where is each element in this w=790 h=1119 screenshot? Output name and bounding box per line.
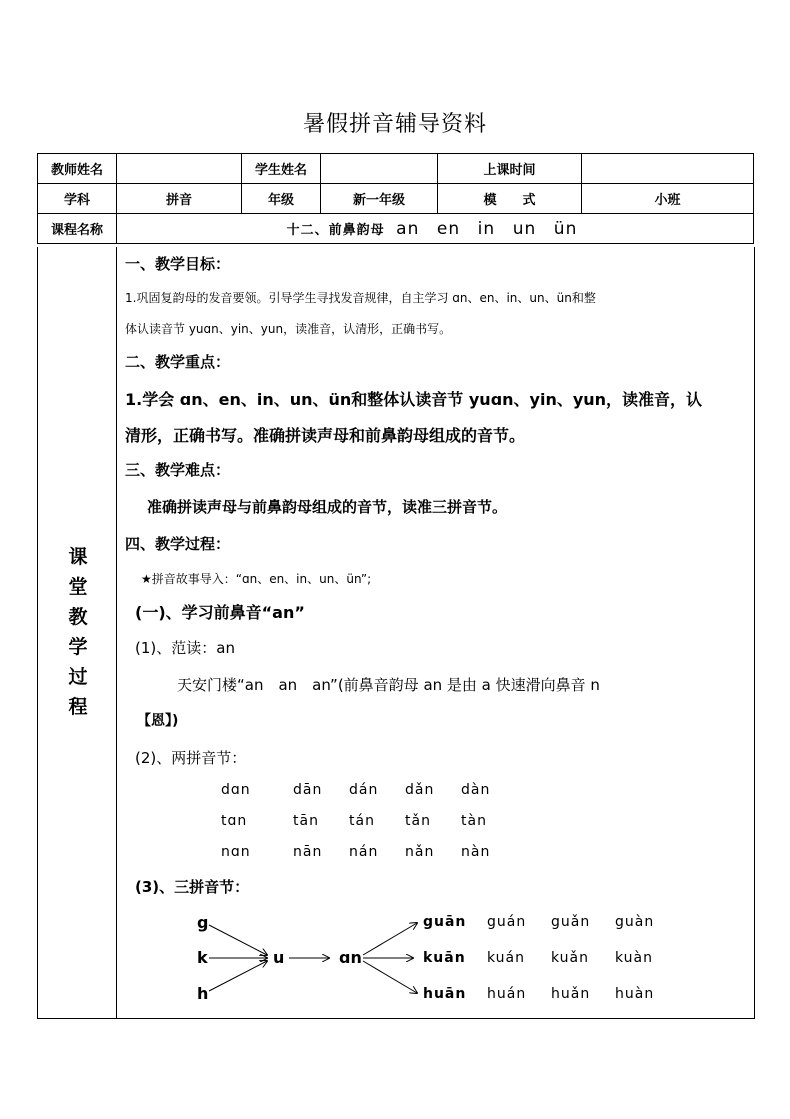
initial-letter: k <box>197 948 208 967</box>
info-table <box>37 153 754 244</box>
lesson-process-box <box>37 247 755 1019</box>
syllable: nán <box>349 844 379 860</box>
initial-letter: h <box>197 984 209 1003</box>
syllable: dǎn <box>405 782 435 798</box>
course-label: 课程名称 <box>38 214 117 244</box>
teacher-label: 教师姓名 <box>38 154 117 184</box>
content-area <box>117 247 754 1018</box>
subject-value: 拼音 <box>117 184 242 214</box>
syllable: guǎn <box>551 914 591 930</box>
story-intro: ★拼音故事导入：“ɑn、en、in、un、ün”; <box>141 572 372 586</box>
arrow-h-to-u <box>209 961 267 991</box>
side-char: 程 <box>68 696 88 718</box>
grade-value: 新一年级 <box>321 184 438 214</box>
course-final: ün <box>553 218 578 239</box>
section-heading: 一、教学目标： <box>125 255 231 273</box>
arrow-g-to-u <box>209 925 267 955</box>
course-final: un <box>512 218 537 239</box>
part-heading: (一)、学习前鼻音“an” <box>135 603 305 622</box>
side-label <box>66 542 90 722</box>
syllable: nàn <box>461 844 491 860</box>
student-value[interactable] <box>321 154 438 184</box>
syllable: dàn <box>461 782 491 798</box>
side-char: 教 <box>68 606 88 628</box>
side-char: 学 <box>68 636 88 658</box>
time-value[interactable] <box>582 154 754 184</box>
mode-label: 模 式 <box>438 184 582 214</box>
syllable: huán <box>487 986 527 1002</box>
syllable: tān <box>293 813 319 829</box>
syllable: guán <box>487 914 527 930</box>
syllable-row-base: dɑn <box>221 782 251 798</box>
section-heading: 二、教学重点： <box>125 353 231 371</box>
objective-text: 体认读音节 yuɑn、yin、yun，读准音，认清形，正确书写。 <box>125 322 452 336</box>
grade-label: 年级 <box>242 184 321 214</box>
course-prefix: 十二、前鼻韵母 <box>286 222 385 238</box>
key-point-text: 清形，正确书写。准确拼读声母和前鼻韵母组成的音节。 <box>125 426 526 445</box>
key-point-text: 1.学会 ɑn、en、in、un、ün和整体认读音节 yuɑn、yin、yun，读准音，认 <box>125 390 703 409</box>
step-heading: (2)、两拼音节： <box>135 749 247 767</box>
syllable-row-base: tɑn <box>221 813 248 829</box>
syllable: tán <box>349 813 375 829</box>
side-char: 课 <box>68 546 88 568</box>
time-label: 上课时间 <box>438 154 582 184</box>
step-text: 【恩】) <box>137 713 179 729</box>
course-final: in <box>477 218 496 239</box>
syllable: kuàn <box>615 950 654 966</box>
arrow-an-to-gu <box>363 923 417 955</box>
side-char: 堂 <box>68 576 88 598</box>
step-text: 天安门楼“an an an”(前鼻音韵母 an 是由 a 快速滑向鼻音 n <box>177 676 600 694</box>
course-final: en <box>436 218 461 239</box>
step-heading: (1)、范读：an <box>135 639 235 657</box>
step-heading: (3)、三拼音节： <box>135 878 250 896</box>
syllable: nān <box>293 844 323 860</box>
spelling-arrows <box>117 247 754 1018</box>
syllable: tǎn <box>405 813 431 829</box>
syllable: dán <box>349 782 379 798</box>
syllable: nǎn <box>405 844 435 860</box>
page-title: 暑假拼音辅导资料 <box>302 112 487 137</box>
side-column <box>38 247 117 1018</box>
syllable: guàn <box>615 914 655 930</box>
initial-letter: g <box>197 913 209 932</box>
syllable: kuān <box>423 950 466 966</box>
syllable: kuǎn <box>551 950 590 966</box>
syllable: guān <box>423 914 467 930</box>
course-title <box>117 214 754 244</box>
section-heading: 三、教学难点： <box>125 461 231 479</box>
arrow-an-to-hu <box>363 961 417 993</box>
syllable: dān <box>293 782 323 798</box>
objective-text: 1.巩固复韵母的发音要领。引导学生寻找发音规律，自主学习 ɑn、en、in、un、ün和整 <box>125 291 596 305</box>
info-row-3 <box>38 214 754 244</box>
teacher-value[interactable] <box>117 154 242 184</box>
syllable: huān <box>423 986 467 1002</box>
syllable: tàn <box>461 813 487 829</box>
medial-letter: u <box>273 948 285 967</box>
syllable: huǎn <box>551 986 591 1002</box>
difficulty-text: 准确拼读声母与前鼻韵母组成的音节，读准三拼音节。 <box>147 498 508 516</box>
course-final: an <box>396 218 420 239</box>
info-row-1 <box>38 154 754 184</box>
syllable-row-base: nɑn <box>221 844 251 860</box>
side-char: 过 <box>68 666 88 688</box>
section-heading: 四、教学过程： <box>125 535 231 553</box>
syllable: huàn <box>615 986 655 1002</box>
syllable: kuán <box>487 950 526 966</box>
mode-value: 小班 <box>582 184 754 214</box>
student-label: 学生姓名 <box>242 154 321 184</box>
info-row-2 <box>38 184 754 214</box>
final-letters: ɑn <box>339 948 362 967</box>
subject-label: 学科 <box>38 184 117 214</box>
